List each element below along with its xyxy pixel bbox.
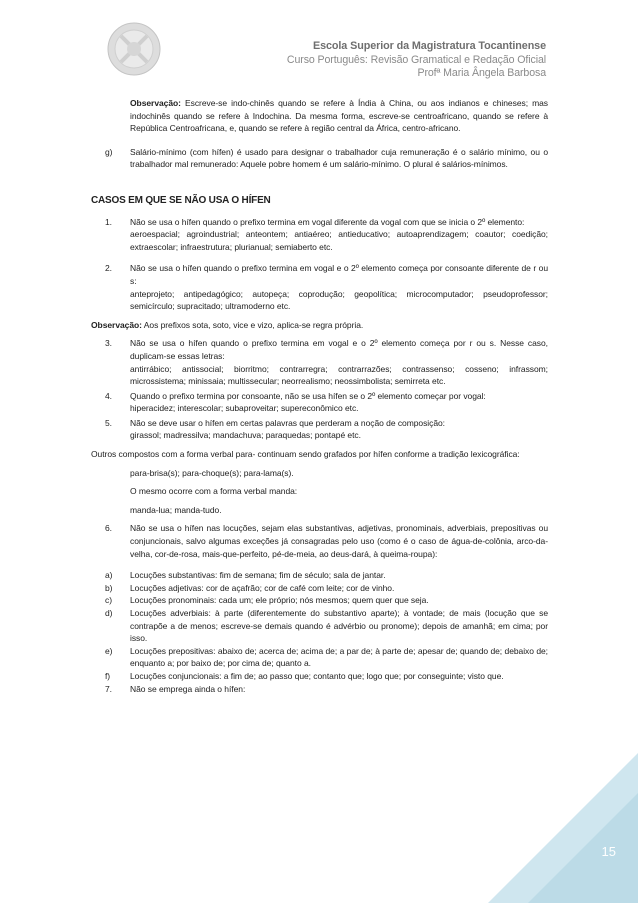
rule-text: Não se deve usar o hífen em certas palavras que perderam a noção de composição: bbox=[130, 417, 445, 428]
locucoes-list bbox=[91, 569, 548, 682]
list-item bbox=[91, 594, 548, 607]
rule-item-2 bbox=[91, 262, 548, 312]
school-name: Escola Superior da Magistratura Tocantinense bbox=[313, 40, 546, 52]
item-text: Locuções substantivas: fim de semana; fim de século; sala de jantar. bbox=[130, 570, 386, 581]
list-item bbox=[91, 670, 548, 683]
item-marker: e) bbox=[105, 645, 113, 656]
section-title: CASOS EM QUE SE NÃO USA O HÍFEN bbox=[91, 194, 271, 206]
observation-text: Escreve-se indo-chinês quando se refere à Índia à China, ou aos indianos e chineses; mas indochinês quando se refere à Indochina. Da mesma forma, escreve-se centroafricano, quando se refere à República Centroafricana, e, quando se refere à região central da África, centro-africano. bbox=[130, 98, 548, 134]
item-text: Salário-mínimo (com hífen) é usado para designar o trabalhador cuja remuneração é o salário mínimo, ou o trabalhador mal remunerado: Aquele pobre homem é um salário-mínimo. O plural é salários-mínimos. bbox=[130, 146, 548, 170]
rule-item-7 bbox=[91, 683, 548, 696]
compostos-example: O mesmo ocorre com a forma verbal manda: bbox=[130, 486, 298, 497]
list-item bbox=[91, 645, 548, 670]
item-text: Locuções adverbiais: à parte (diferentemente do substantivo aparte); à vontade; de mais (locução que se contrapõe a de menos; escreve-se demais quando é advérbio ou pronome); depois de amanhã; em cima; por isso. bbox=[130, 608, 548, 644]
compostos-example: manda-lua; manda-tudo. bbox=[130, 504, 222, 515]
compostos-example: para-brisa(s); para-choque(s); para-lama(s). bbox=[130, 467, 294, 478]
rule-examples: aeroespacial; agroindustrial; anteontem; antiaéreo; antieducativo; autoaprendizagem; coautor; coedição; extraescolar; infraestrutura; plurianual; semiaberto etc. bbox=[130, 229, 548, 252]
rule-examples: hiperacidez; interescolar; subaproveitar; supereconômico etc. bbox=[130, 403, 359, 414]
rule-item-3 bbox=[91, 337, 548, 387]
item-marker: b) bbox=[105, 582, 113, 593]
rule-marker: 5. bbox=[105, 417, 112, 428]
rule-item-4 bbox=[91, 390, 548, 415]
list-item bbox=[91, 607, 548, 645]
rule-marker: 1. bbox=[105, 216, 112, 227]
rule-item-1 bbox=[91, 216, 548, 254]
rule-text: Não se emprega ainda o hífen: bbox=[130, 683, 246, 694]
item-text: Locuções pronominais: cada um; ele próprio; nós mesmos; quem quer que seja. bbox=[130, 595, 429, 606]
document-body bbox=[91, 97, 548, 697]
observation-label: Observação: bbox=[130, 98, 181, 108]
page-number: 15 bbox=[601, 844, 616, 859]
compostos-intro: Outros compostos com a forma verbal para- continuam sendo grafados por hífen conforme a tradição lexicográfica: bbox=[91, 449, 520, 460]
item-marker: d) bbox=[105, 608, 113, 618]
rule-examples: girassol; madressilva; mandachuva; paraquedas; pontapé etc. bbox=[130, 430, 361, 441]
page-corner-decoration bbox=[488, 753, 638, 903]
rule-text: Não se usa o hífen quando o prefixo termina em vogal e o 2º elemento começa por consoante diferente de r ou s: bbox=[130, 263, 548, 286]
rule-marker: 4. bbox=[105, 390, 112, 401]
course-name: Curso Português: Revisão Gramatical e Redação Oficial bbox=[286, 53, 546, 66]
rule-examples: antirrábico; antissocial; biorritmo; contrarregra; contrarrazões; contrassenso; cosseno; infrassom; microssistema; minissaia; multissecular; neorrealismo; neossimbolista; semirreta etc. bbox=[130, 363, 548, 387]
rule-marker: 7. bbox=[105, 683, 112, 694]
rule-item-5 bbox=[91, 417, 548, 442]
rule-examples: anteprojeto; antipedagógico; autopeça; coprodução; geopolítica; microcomputador; pseudoprofessor; semicírculo; supracitado; ultramoderno etc. bbox=[130, 288, 548, 312]
item-marker: f) bbox=[105, 670, 111, 681]
rule-text: Quando o prefixo termina por consoante, não se usa hífen se o 2º elemento começar por vogal: bbox=[130, 390, 486, 401]
rule-text: Não se usa o hífen quando o prefixo termina em vogal e o 2º elemento começa por r ou s. Nesse caso, duplicam-se essas letras: bbox=[130, 338, 548, 361]
school-logo-icon bbox=[107, 22, 161, 76]
item-marker: c) bbox=[105, 595, 112, 606]
item-text: Locuções adjetivas: cor de açafrão; cor de café com leite; cor de vinho. bbox=[130, 582, 395, 593]
rule-text: Não se usa o hífen nas locuções, sejam elas substantivas, adjetivas, pronominais, adverbiais, prepositivas ou conjuncionais, salvo algumas exceções já consagradas pelo uso (como é o caso de água-de-colônia, arco-da-velha, cor-de-rosa, mais-que-perfeito, pé-de-meia, ao deus-dará, à queima-roupa): bbox=[130, 523, 548, 559]
observation-mid bbox=[91, 319, 548, 332]
list-item bbox=[91, 582, 548, 595]
rule-marker: 2. bbox=[105, 263, 112, 274]
rule-text: Não se usa o hífen quando o prefixo termina em vogal diferente da vogal com que se inicia o 2º elemento: bbox=[130, 216, 525, 227]
teacher-name: Profª Maria Ângela Barbosa bbox=[417, 67, 546, 79]
observation-text: Aos prefixos sota, soto, vice e vizo, aplica-se regra própria. bbox=[141, 319, 364, 330]
item-text: Locuções prepositivas: abaixo de; acerca de; acima de; a par de; à parte de; apesar de; quando de; debaixo de; enquanto a; por baixo de; por cima de; quanto a. bbox=[130, 645, 548, 669]
observation-top bbox=[130, 97, 548, 135]
list-item-g bbox=[91, 146, 548, 171]
page-header bbox=[287, 40, 546, 81]
item-marker: a) bbox=[105, 570, 113, 581]
rule-marker: 3. bbox=[105, 338, 112, 349]
rule-marker: 6. bbox=[105, 523, 112, 534]
item-text: Locuções conjuncionais: a fim de; ao passo que; contanto que; logo que; por conseguinte; visto que. bbox=[130, 670, 504, 681]
list-item bbox=[91, 569, 548, 582]
rule-item-6 bbox=[91, 522, 548, 560]
item-marker: g) bbox=[105, 146, 113, 157]
observation-label: Observação: bbox=[91, 319, 142, 330]
